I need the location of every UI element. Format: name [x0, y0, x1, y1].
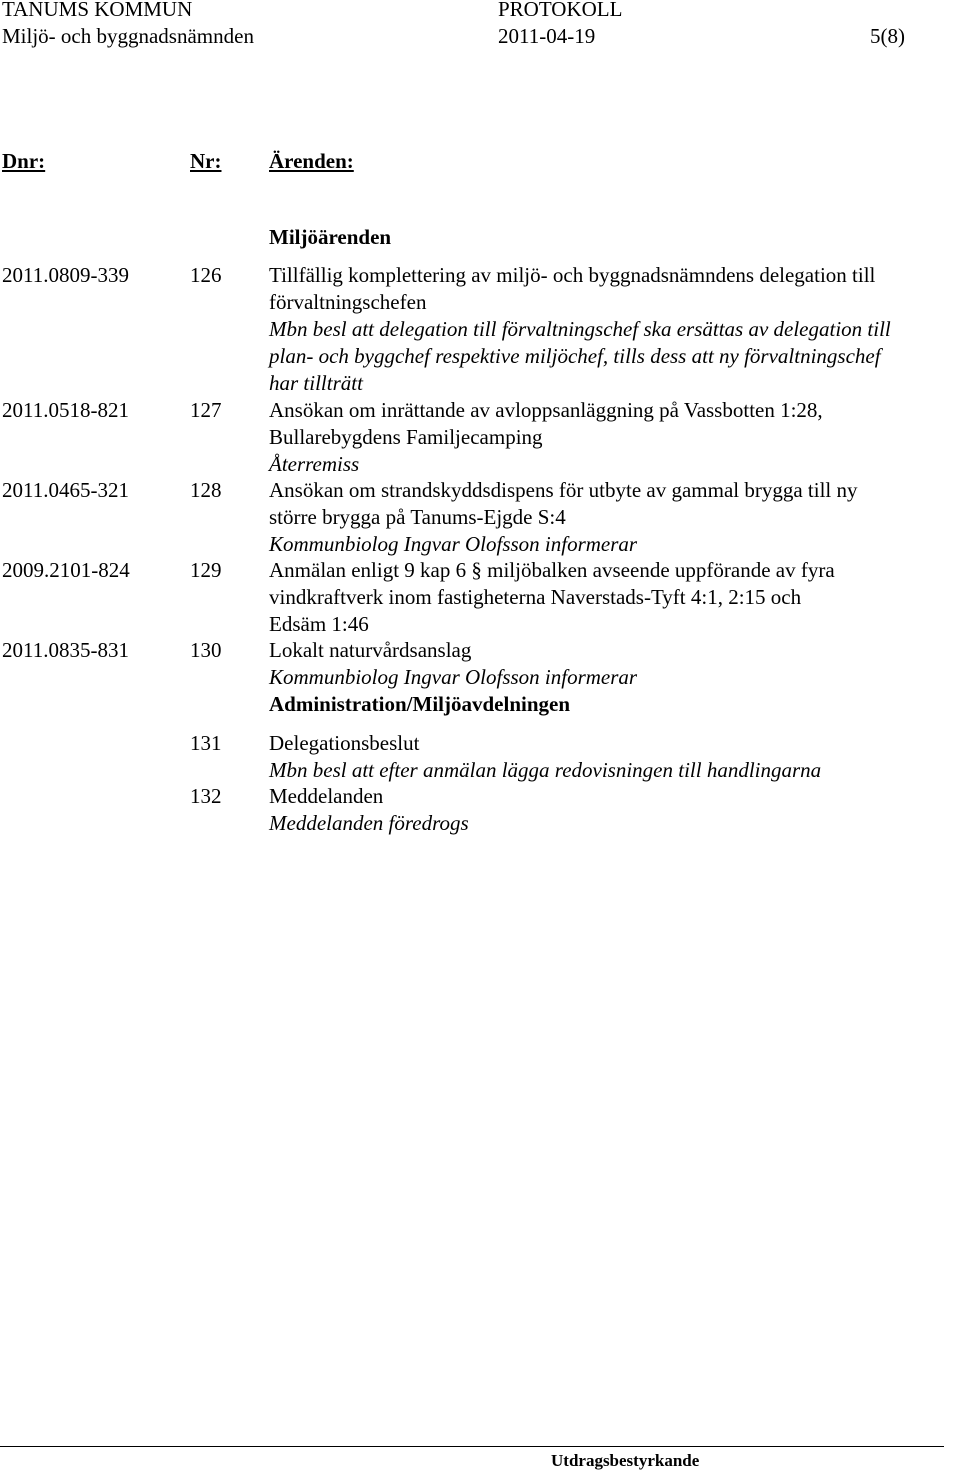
case-decision-line: Kommunbiolog Ingvar Olofsson informerar	[269, 665, 638, 689]
case-decision-line: Meddelanden föredrogs	[269, 811, 469, 835]
case-nr: 131	[190, 731, 222, 755]
case-title-line: Edsäm 1:46	[269, 612, 369, 636]
footer-divider	[0, 1446, 944, 1447]
case-decision-line: har tillträtt	[269, 371, 363, 395]
case-decision-line: Mbn besl att efter anmälan lägga redovisningen till handlingarna	[269, 758, 822, 782]
case-title-line: Bullarebygdens Familjecamping	[269, 425, 543, 449]
case-title-line: Tillfällig komplettering av miljö- och byggnadsnämndens delegation till	[269, 263, 876, 287]
case-text	[269, 783, 959, 837]
case-nr: 127	[190, 398, 222, 422]
section-heading-miljoarenden: Miljöärenden	[269, 225, 392, 249]
case-title-line: större brygga på Tanums-Ejgde S:4	[269, 505, 566, 529]
case-text	[269, 262, 959, 397]
meeting-date: 2011-04-19	[498, 24, 596, 48]
case-text	[269, 730, 959, 784]
case-text	[269, 637, 959, 691]
document-type: PROTOKOLL	[498, 0, 623, 21]
case-decision-line: Kommunbiolog Ingvar Olofsson informerar	[269, 532, 638, 556]
case-dnr: 2011.0835-831	[2, 638, 129, 662]
case-decision-line: Återremiss	[269, 452, 360, 476]
case-nr: 132	[190, 784, 222, 808]
case-nr: 128	[190, 478, 222, 502]
case-dnr: 2009.2101-824	[2, 558, 130, 582]
column-heading-dnr: Dnr:	[2, 149, 46, 173]
case-title-line: vindkraftverk inom fastigheterna Naverstads-Tyft 4:1, 2:15 och	[269, 585, 802, 609]
case-decision-line: Mbn besl att delegation till förvaltningschef ska ersättas av delegation till	[269, 317, 891, 341]
case-decision-line: plan- och byggchef respektive miljöchef, tills dess att ny förvaltningschef	[269, 344, 881, 368]
case-title-line: Lokalt naturvårdsanslag	[269, 638, 472, 662]
case-text	[269, 557, 959, 638]
section-heading-administration: Administration/Miljöavdelningen	[269, 692, 571, 716]
case-text	[269, 397, 959, 478]
case-nr: 129	[190, 558, 222, 582]
case-title-line: Anmälan enligt 9 kap 6 § miljöbalken avseende uppförande av fyra	[269, 558, 835, 582]
case-nr: 126	[190, 263, 222, 287]
case-dnr: 2011.0465-321	[2, 478, 129, 502]
case-title-line: förvaltningschefen	[269, 290, 427, 314]
footer-label: Utdragsbestyrkande	[551, 1451, 700, 1470]
case-dnr: 2011.0809-339	[2, 263, 129, 287]
department-name: Miljö- och byggnadsnämnden	[2, 24, 254, 48]
organization-name: TANUMS KOMMUN	[2, 0, 193, 21]
case-title-line: Ansökan om strandskyddsdispens för utbyte av gammal brygga till ny	[269, 478, 858, 502]
column-heading-arenden: Ärenden:	[269, 149, 354, 173]
case-title-line: Ansökan om inrättande av avloppsanläggning på Vassbotten 1:28,	[269, 398, 823, 422]
page-number: 5(8)	[870, 24, 905, 48]
case-title-line: Meddelanden	[269, 784, 384, 808]
case-dnr: 2011.0518-821	[2, 398, 129, 422]
case-title-line: Delegationsbeslut	[269, 731, 420, 755]
column-heading-nr: Nr:	[190, 149, 222, 173]
case-nr: 130	[190, 638, 222, 662]
case-text	[269, 477, 959, 558]
